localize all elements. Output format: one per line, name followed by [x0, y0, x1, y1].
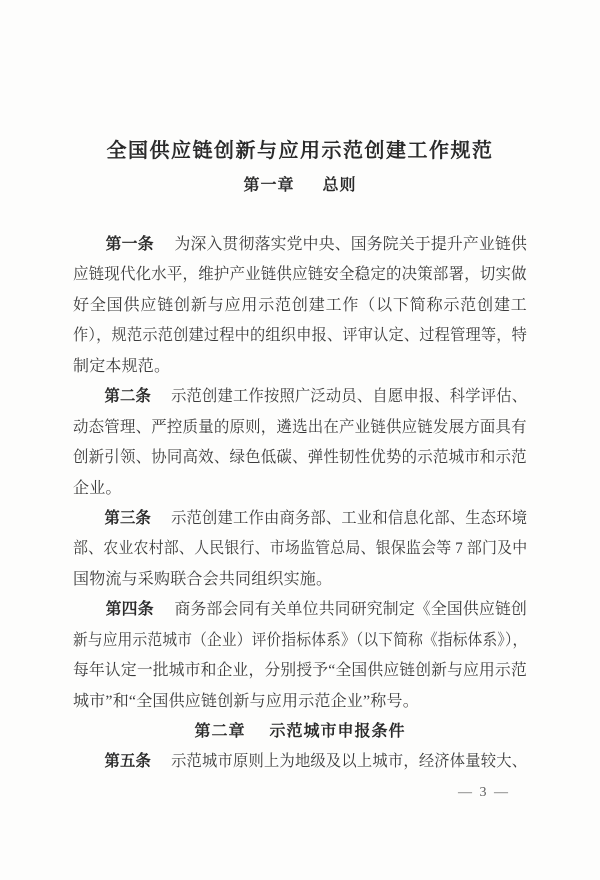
body-line-10 [73, 504, 528, 534]
article-2-label: 第二条 [104, 388, 152, 406]
body-line-text: 制定本规范。 [73, 357, 171, 375]
body-line-text: 部、农业农村部、人民银行、市场监管总局、银保监会等 7 部门及中 [73, 540, 528, 558]
body-line-text: 为深入贯彻落实党中央、国务院关于提升产业链供 [174, 236, 528, 253]
body-line-text: 国物流与采购联合会共同组织实施。 [73, 570, 333, 588]
body-line-9 [73, 474, 527, 504]
body-line-1 [73, 230, 528, 260]
body-line-text: 商务部会同有关单位共同研究制定《全国供应链创 [174, 601, 528, 619]
chapter-1-label: 第一章 [243, 177, 295, 194]
chapter-2-label: 第二章 [194, 723, 246, 740]
body-line-text: 城市”和“全国供应链创新与应用示范企业”称号。 [73, 692, 419, 710]
body-line-16 [73, 687, 527, 717]
body-line-14 [73, 626, 528, 656]
body-line-17 [73, 747, 528, 777]
body-line-text: 每年认定一批城市和企业，分别授予“全国供应链创新与应用示范 [73, 662, 527, 680]
body-line-7 [73, 413, 527, 443]
body-line-text: 动态管理、严控质量的原则，遴选出在产业链供应链发展方面具有 [73, 418, 527, 436]
chapter-1-title: 总则 [322, 177, 357, 194]
body-line-text: 企业。 [73, 479, 122, 497]
article-4-label: 第四条 [105, 601, 154, 619]
body-line-13 [73, 595, 528, 625]
body-line-12 [73, 565, 527, 595]
body-line-11 [73, 534, 528, 564]
body-line-2 [73, 260, 527, 290]
body-line-text: 示范城市原则上为地级及以上城市，经济体量较大、 [171, 753, 528, 771]
body-line-text: 作），规范示范创建过程中的组织申报、评审认定、过程管理等，特 [73, 327, 528, 345]
body-line-4 [73, 321, 528, 351]
body-line-15 [73, 656, 527, 686]
page-number: — 3 — [458, 785, 510, 800]
document-title: 全国供应链创新与应用示范创建工作规范 [106, 140, 494, 162]
document-body [73, 230, 527, 778]
body-line-5 [73, 352, 527, 382]
chapter-1-heading [0, 173, 600, 199]
body-line-6 [73, 382, 528, 412]
body-line-text: 好全国供应链创新与应用示范创建工作（以下简称示范创建工 [73, 296, 527, 314]
article-1-label: 第一条 [105, 236, 154, 253]
article-5-label: 第五条 [104, 753, 152, 771]
body-line-text: 示范创建工作由商务部、工业和信息化部、生态环境 [171, 509, 528, 527]
body-line-text: 新与应用示范城市（企业）评价指标体系》（以下简称《指标体系》）， [73, 631, 528, 649]
body-line-text: 应链现代化水平，维护产业链供应链安全稳定的决策部署，切实做 [73, 266, 527, 284]
chapter-2-title: 示范城市申报条件 [269, 723, 406, 740]
body-line-text: 示范创建工作按照广泛动员、自愿申报、科学评估、 [171, 388, 528, 406]
body-line-8 [73, 443, 527, 473]
body-line-text: 创新引领、协同高效、绿色低碳、弹性韧性优势的示范城市和示范 [73, 449, 527, 467]
body-line-3 [73, 291, 527, 321]
article-3-label: 第三条 [104, 509, 152, 527]
chapter-2-heading [73, 717, 527, 747]
